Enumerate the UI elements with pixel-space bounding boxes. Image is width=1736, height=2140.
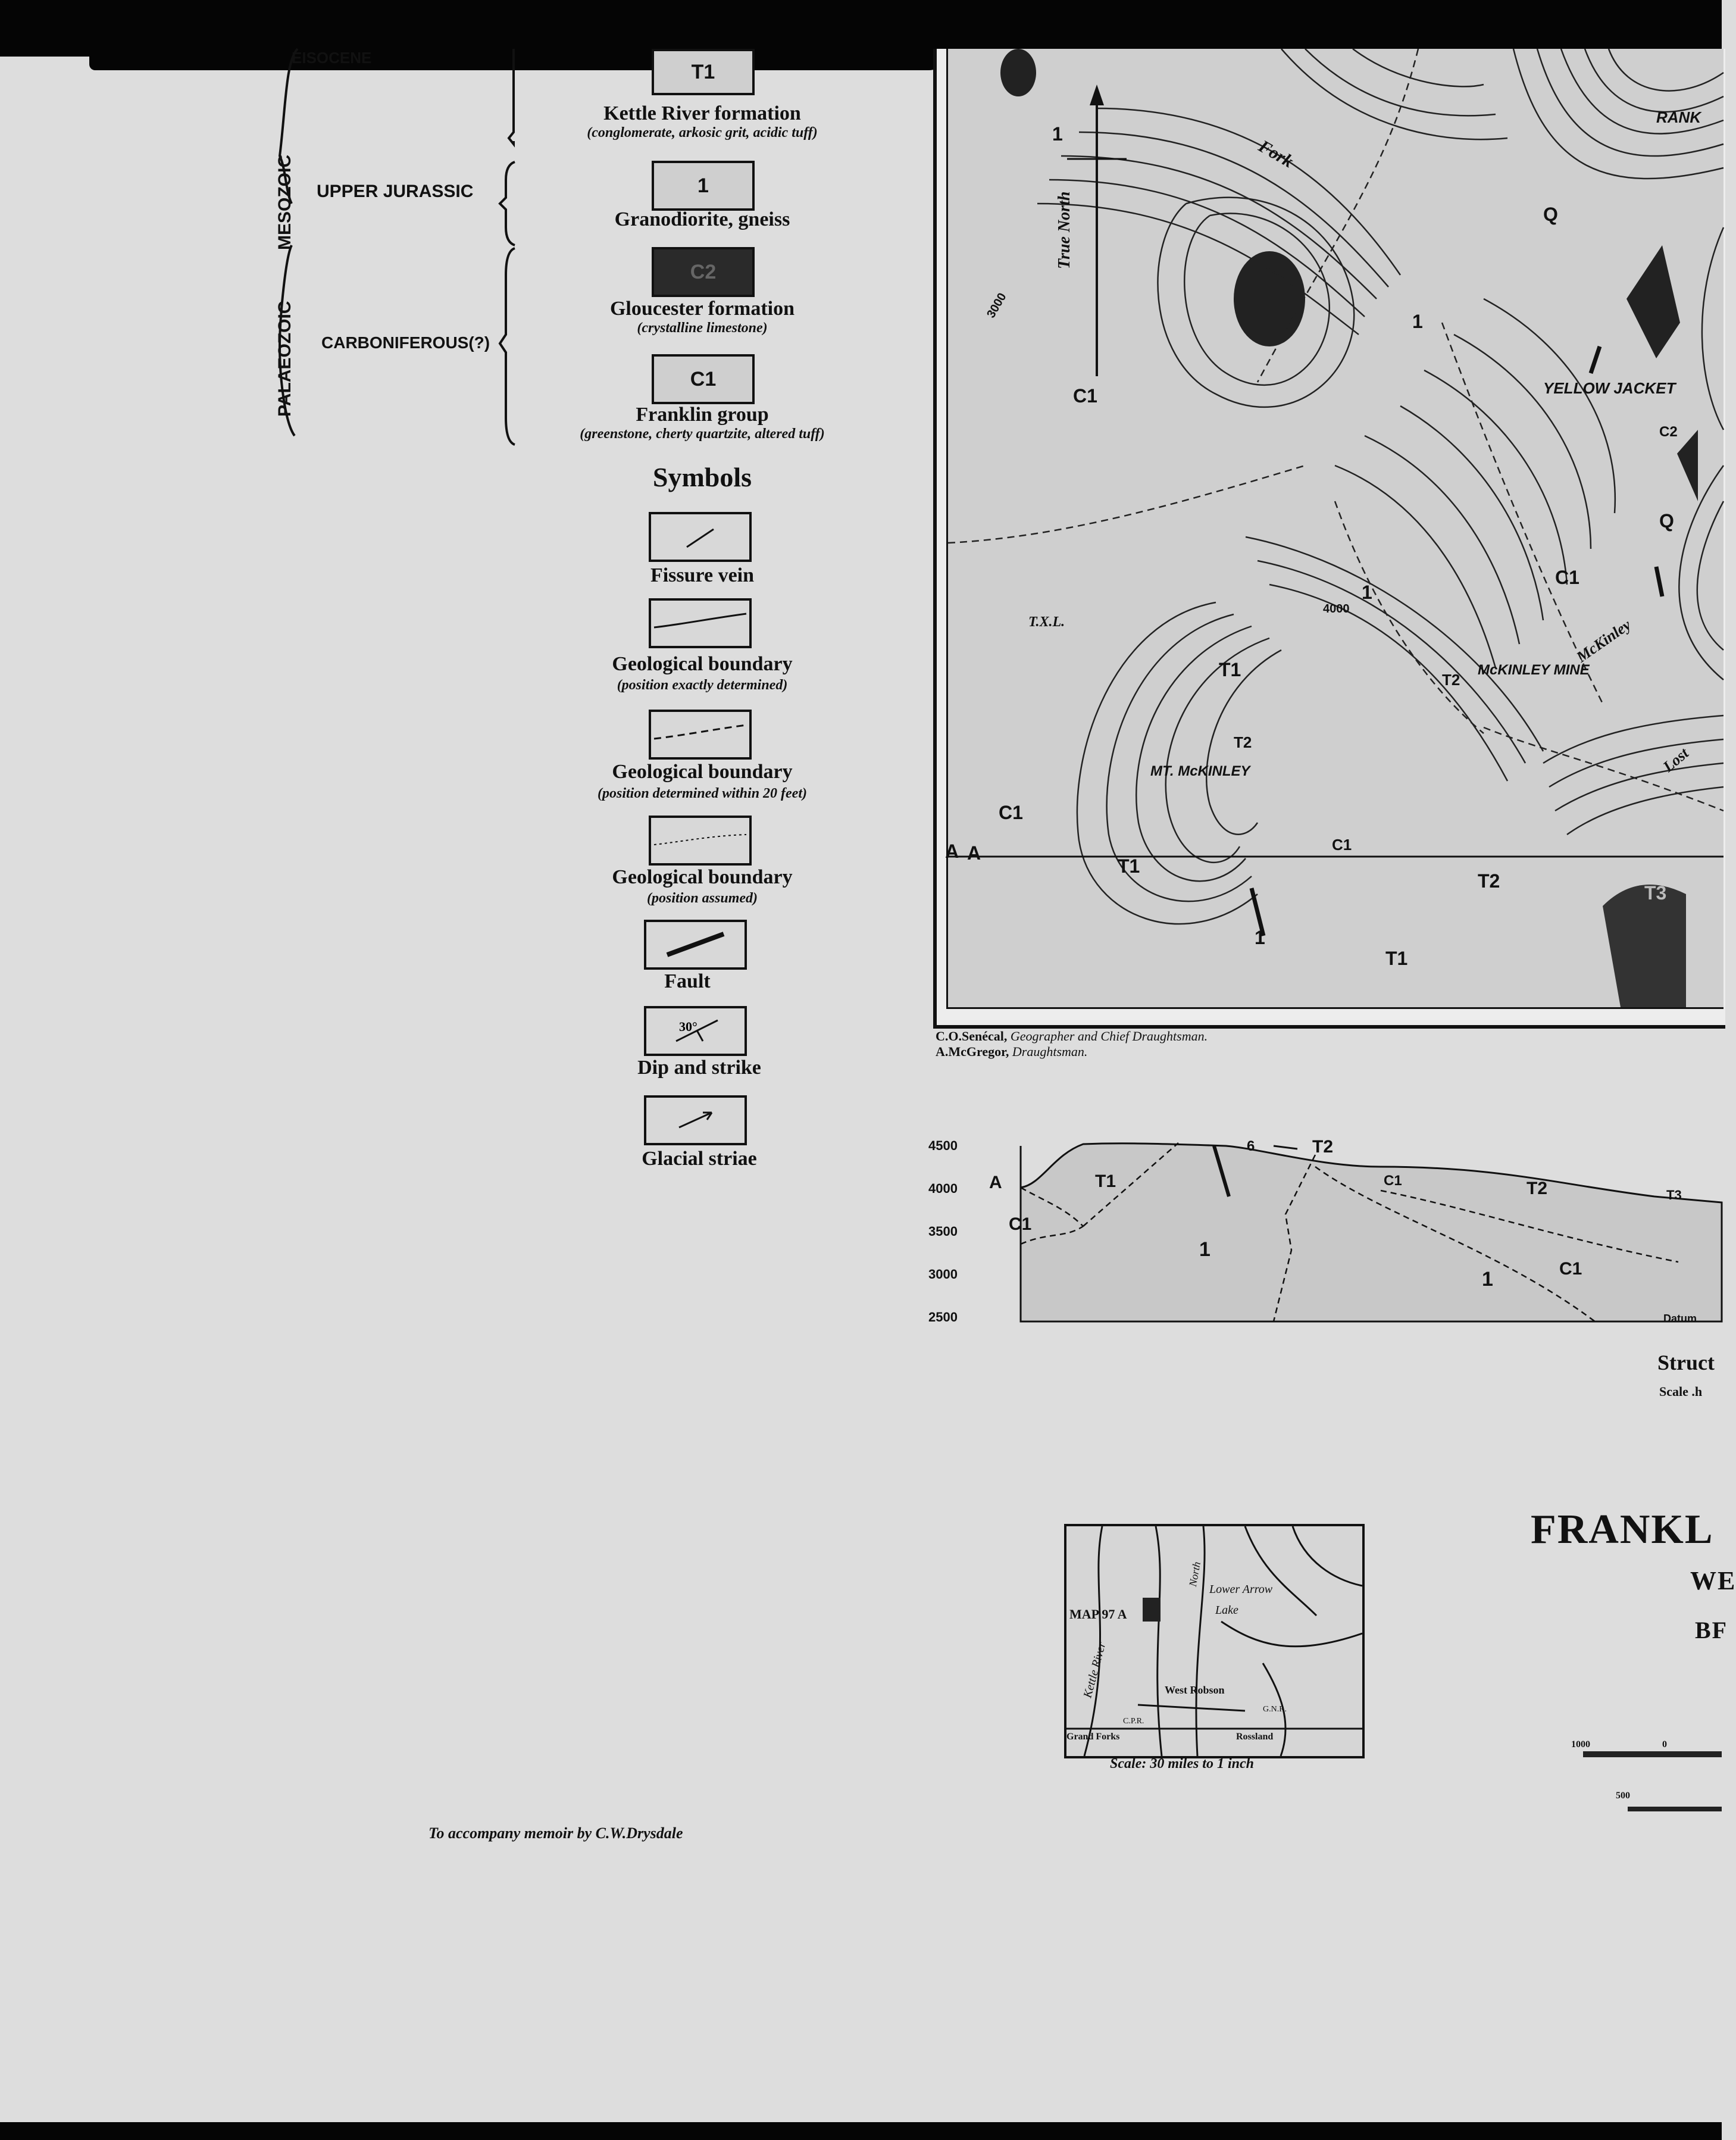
inset-place-gnr: G.N.R. <box>1263 1705 1287 1714</box>
inset-place-grand-forks: Grand Forks <box>1066 1732 1120 1742</box>
structure-section <box>928 1131 1722 1333</box>
map-unit-1-mid: 1 <box>1362 582 1372 603</box>
map-unit-t2-summit: T2 <box>1234 733 1252 751</box>
legend-desc-franklin: (greenstone, cherty quartzite, altered tuff) <box>580 426 825 442</box>
section-label-1-right: 1 <box>1482 1268 1493 1291</box>
map-unit-c1-west: C1 <box>1073 385 1097 407</box>
map-unit-q-east: Q <box>1659 510 1674 532</box>
map-label-a: A <box>945 841 959 862</box>
inset-place-lake: Lake <box>1215 1604 1238 1617</box>
credit-line-1 <box>936 1029 1208 1044</box>
map-unit-1-south: 1 <box>1255 927 1265 948</box>
credit-draughtsman-role: Draughtsman. <box>1012 1044 1088 1059</box>
glacial-striae-icon <box>644 1095 747 1145</box>
symbol-label-boundary-20ft: Geological boundary <box>612 761 793 783</box>
section-label-6: 6 <box>1247 1138 1255 1154</box>
map-label-mckinley-creek: McKinley <box>1573 616 1634 666</box>
map-unit-c1-east: C1 <box>1555 567 1579 588</box>
map-label-fork: Fork <box>1255 136 1297 172</box>
section-label-t2-top: T2 <box>1312 1137 1334 1157</box>
boundary-assumed-icon <box>649 816 752 866</box>
contour-label-3000: 3000 <box>984 290 1009 321</box>
symbols-heading: Symbols <box>652 462 752 492</box>
map-unit-t1-center: T1 <box>1219 659 1241 680</box>
credit-geographer-role: Geographer and Chief Draughtsman. <box>1010 1029 1208 1044</box>
inset-location-map <box>1064 1524 1365 1758</box>
fault-icon <box>644 920 747 970</box>
boundary-exact-icon <box>649 598 752 648</box>
inset-place-lower-arrow: Lower Arrow <box>1209 1583 1273 1596</box>
scan-torn-edge <box>89 46 952 70</box>
inset-map-label: MAP 97 A <box>1069 1607 1127 1622</box>
inset-rivers <box>1066 1526 1362 1756</box>
legend-box-c2: C2 <box>652 247 755 297</box>
memoir-note: To accompany memoir by C.W.Drysdale <box>428 1825 683 1842</box>
symbol-label-fissure-vein: Fissure vein <box>650 564 755 586</box>
section-y-tick-4500: 4500 <box>928 1138 958 1153</box>
scan-bottom-border <box>0 2122 1722 2140</box>
map-subtitle-2: BF <box>1695 1617 1728 1644</box>
map-unit-t2-mine: T2 <box>1442 671 1460 689</box>
inset-place-rossland: Rossland <box>1236 1732 1274 1742</box>
dip-value: 30° <box>679 1019 697 1034</box>
inset-place-kettle-river: Kettle River <box>1081 1641 1109 1699</box>
era-mesozoic: MESOZOIC <box>275 154 295 250</box>
legend-name-kettle-river: Kettle River formation <box>603 102 801 124</box>
map-unit-1-nw: 1 <box>1052 123 1063 145</box>
credit-draughtsman-name: A.McGregor, <box>936 1044 1009 1059</box>
scale-bar-feet <box>1583 1751 1722 1757</box>
section-y-tick-3000: 3000 <box>928 1267 958 1282</box>
map-label-a-outer: A <box>967 842 981 864</box>
inset-place-cpr: C.P.R. <box>1123 1717 1144 1726</box>
map-label-true-north: True North <box>1055 191 1074 269</box>
legend-desc-gloucester: (crystalline limestone) <box>637 320 768 336</box>
map-label-yellow-jacket: YELLOW JACKET <box>1543 379 1676 397</box>
map-subtitle-1: WE <box>1690 1566 1736 1595</box>
dip-strike-icon <box>644 1006 747 1056</box>
section-label-c1-left: C1 <box>1009 1214 1032 1234</box>
inset-place-west-robson: West Robson <box>1165 1684 1225 1696</box>
section-label-datum: Datum <box>1663 1313 1697 1324</box>
scale-bar-metres <box>1628 1807 1722 1811</box>
map-title: FRANKL <box>1531 1507 1714 1552</box>
section-y-tick-4000: 4000 <box>928 1181 958 1196</box>
legend-name-franklin: Franklin group <box>636 404 769 426</box>
section-label-t3: T3 <box>1666 1188 1682 1202</box>
legend-name-granodiorite: Granodiorite, gneiss <box>614 208 790 230</box>
symbol-sub-boundary-assumed: (position assumed) <box>646 891 758 906</box>
inset-caption: Scale: 30 miles to 1 inch <box>1110 1756 1254 1772</box>
legend-box-t1: T1 <box>652 49 755 95</box>
map-unit-c1-center: C1 <box>1332 836 1352 854</box>
map-label-lost: Lost <box>1659 744 1692 776</box>
section-profile <box>964 1131 1722 1333</box>
map-label-mt-mckinley: MT. McKINLEY <box>1150 763 1250 779</box>
section-label-a: A <box>989 1173 1002 1192</box>
map-unit-c2-east: C2 <box>1659 424 1678 440</box>
section-label-1-left: 1 <box>1199 1238 1210 1261</box>
section-y-tick-2500: 2500 <box>928 1310 958 1324</box>
credit-geographer-name: C.O.Senécal, <box>936 1029 1008 1044</box>
symbol-sub-boundary-20ft: (position determined within 20 feet) <box>598 786 807 801</box>
age-carboniferous: CARBONIFEROUS(?) <box>321 333 490 352</box>
map-label-rank: RANK <box>1656 108 1701 126</box>
symbol-label-boundary-exact: Geological boundary <box>612 653 793 675</box>
section-label-c1-right: C1 <box>1559 1259 1582 1279</box>
era-palaeozoic: PALAEOZOIC <box>275 301 295 417</box>
symbol-label-dip-strike: Dip and strike <box>637 1057 761 1079</box>
map-label-mckinley-mine: McKINLEY MINE <box>1478 662 1590 678</box>
section-label-t2-right: T2 <box>1527 1179 1548 1198</box>
fissure-vein-icon <box>649 512 752 562</box>
inset-place-north: North <box>1187 1560 1203 1588</box>
scale-tick-1000: 1000 <box>1571 1739 1590 1750</box>
map-unit-q-north: Q <box>1543 204 1558 225</box>
map-unit-t2-south: T2 <box>1478 870 1500 892</box>
legend-box-c1: C1 <box>652 354 755 404</box>
credit-line-2 <box>936 1044 1087 1060</box>
map-unit-t1-south: T1 <box>1118 855 1140 877</box>
boundary-20ft-icon <box>649 710 752 760</box>
symbol-sub-boundary-exact: (position exactly determined) <box>617 677 788 693</box>
section-label-t1: T1 <box>1095 1171 1116 1191</box>
symbol-label-boundary-assumed: Geological boundary <box>612 866 793 888</box>
map-unit-c1-sw: C1 <box>999 802 1023 823</box>
age-braces <box>497 49 521 454</box>
legend-desc-kettle-river: (conglomerate, arkosic grit, acidic tuff) <box>587 125 818 140</box>
contour-label-4000: 4000 <box>1323 602 1350 616</box>
scale-tick-500: 500 <box>1616 1791 1630 1801</box>
map-unit-t3: T3 <box>1644 882 1667 904</box>
geological-map <box>946 49 1724 1009</box>
section-scale: Scale .h <box>1659 1384 1703 1399</box>
map-label-txl: T.X.L. <box>1028 614 1065 630</box>
legend-box-1: 1 <box>652 161 755 211</box>
map-unit-1-center: 1 <box>1412 311 1423 332</box>
era-top-partial: EISOCENE <box>292 49 372 67</box>
map-unit-t1-se: T1 <box>1385 948 1408 969</box>
section-y-tick-3500: 3500 <box>928 1224 958 1239</box>
section-label-c1-top: C1 <box>1384 1173 1402 1189</box>
symbol-label-fault: Fault <box>664 970 711 992</box>
legend-name-gloucester: Gloucester formation <box>609 298 795 320</box>
symbol-label-glacial-striae: Glacial striae <box>642 1148 757 1170</box>
age-upper-jurassic: UPPER JURASSIC <box>317 182 474 201</box>
section-caption: Struct <box>1657 1351 1715 1374</box>
scale-tick-0: 0 <box>1662 1739 1667 1750</box>
